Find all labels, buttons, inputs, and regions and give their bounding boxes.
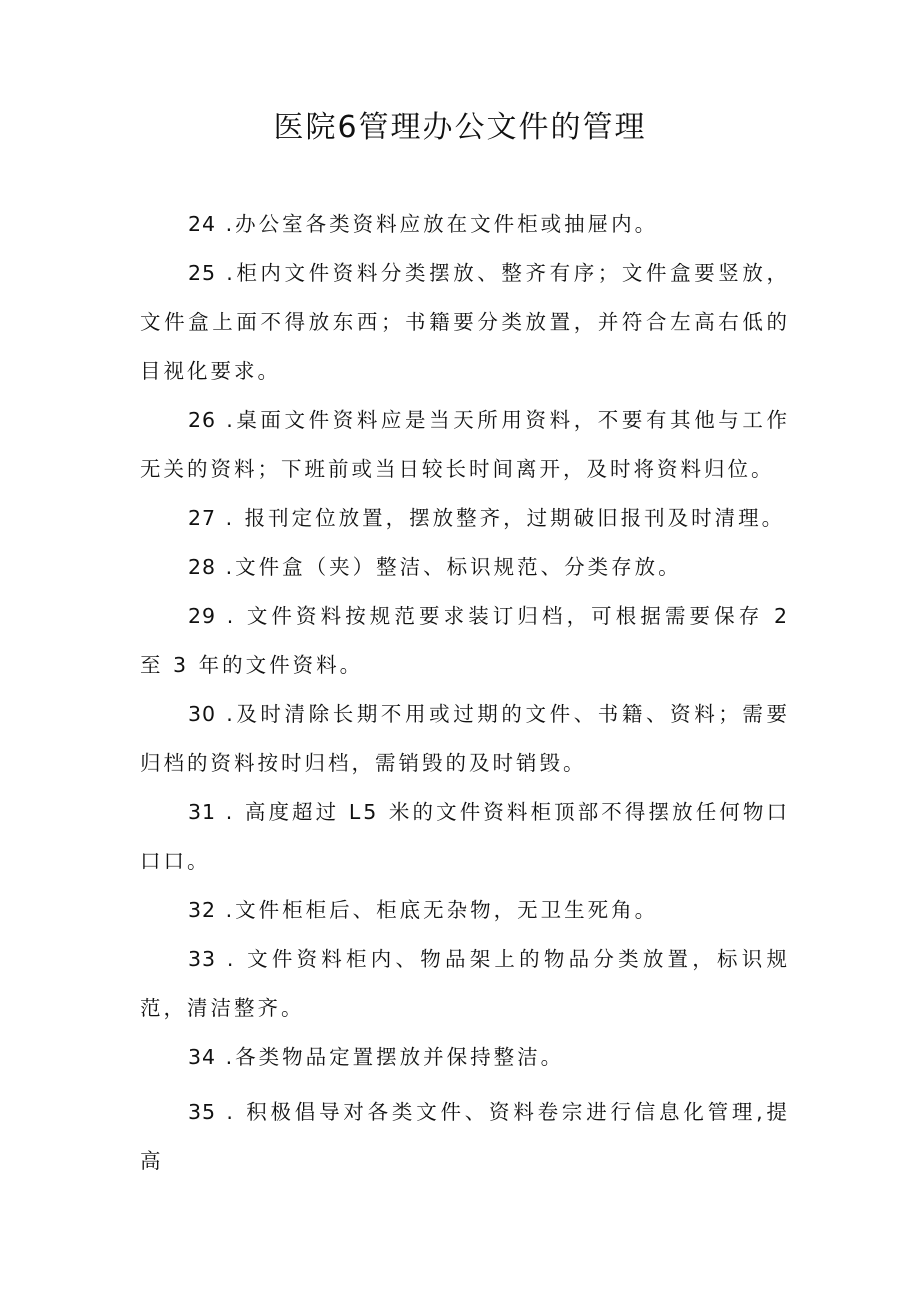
list-item-33 (140, 935, 790, 1033)
item-number: 32 (188, 898, 217, 922)
item-number: 24 (188, 212, 217, 236)
list-item-30 (140, 690, 790, 788)
item-number: 33 (188, 947, 217, 971)
item-number: 31 (188, 800, 217, 824)
item-text: . 文件资料柜内、物品架上的物品分类放置，标识规范，清洁整齐。 (140, 947, 790, 1020)
document-title: 医院6管理办公文件的管理 (273, 110, 647, 145)
item-text: . 积极倡导对各类文件、资料卷宗进行信息化管理,提高 (140, 1100, 790, 1173)
item-number: 27 (188, 506, 217, 530)
item-text: . 高度超过 L5 米的文件资料柜顶部不得摆放任何物口口口。 (140, 800, 790, 873)
list-item-31 (140, 788, 790, 886)
item-text: .桌面文件资料应是当天所用资料，不要有其他与工作无关的资料；下班前或当日较长时间离开，及时将资料归位。 (140, 408, 790, 481)
item-text: .办公室各类资料应放在文件柜或抽屉内。 (216, 212, 659, 236)
list-item-29 (140, 592, 790, 690)
list-item-26 (140, 396, 790, 494)
item-text: .文件柜柜后、柜底无杂物，无卫生死角。 (216, 898, 659, 922)
item-text: . 文件资料按规范要求装订归档，可根据需要保存 2 至 3 年的文件资料。 (140, 604, 790, 677)
item-text: .文件盒（夹）整洁、标识规范、分类存放。 (216, 555, 682, 579)
item-number: 28 (188, 555, 217, 579)
item-number: 29 (188, 604, 217, 628)
list-item-35 (140, 1088, 790, 1186)
list-item-27 (140, 494, 790, 543)
item-text: . 报刊定位放置，摆放整齐，过期破旧报刊及时清理。 (216, 506, 786, 530)
item-text: .及时清除长期不用或过期的文件、书籍、资料；需要归档的资料按时归档，需销毁的及时销毁。 (140, 702, 790, 775)
list-item-32 (140, 886, 790, 935)
list-item-34 (140, 1033, 790, 1082)
item-text: .各类物品定置摆放并保持整洁。 (216, 1045, 565, 1069)
item-number: 34 (188, 1045, 217, 1069)
item-number: 35 (188, 1100, 217, 1124)
item-number: 25 (188, 261, 217, 285)
list-item-28 (140, 543, 790, 592)
item-text: .柜内文件资料分类摆放、整齐有序；文件盒要竖放，文件盒上面不得放东西；书籍要分类放置，并符合左高右低的目视化要求。 (140, 261, 790, 383)
document-body (140, 200, 790, 1186)
list-item-24 (140, 200, 790, 249)
list-item-25 (140, 249, 790, 396)
item-number: 26 (188, 408, 217, 432)
item-number: 30 (188, 702, 217, 726)
